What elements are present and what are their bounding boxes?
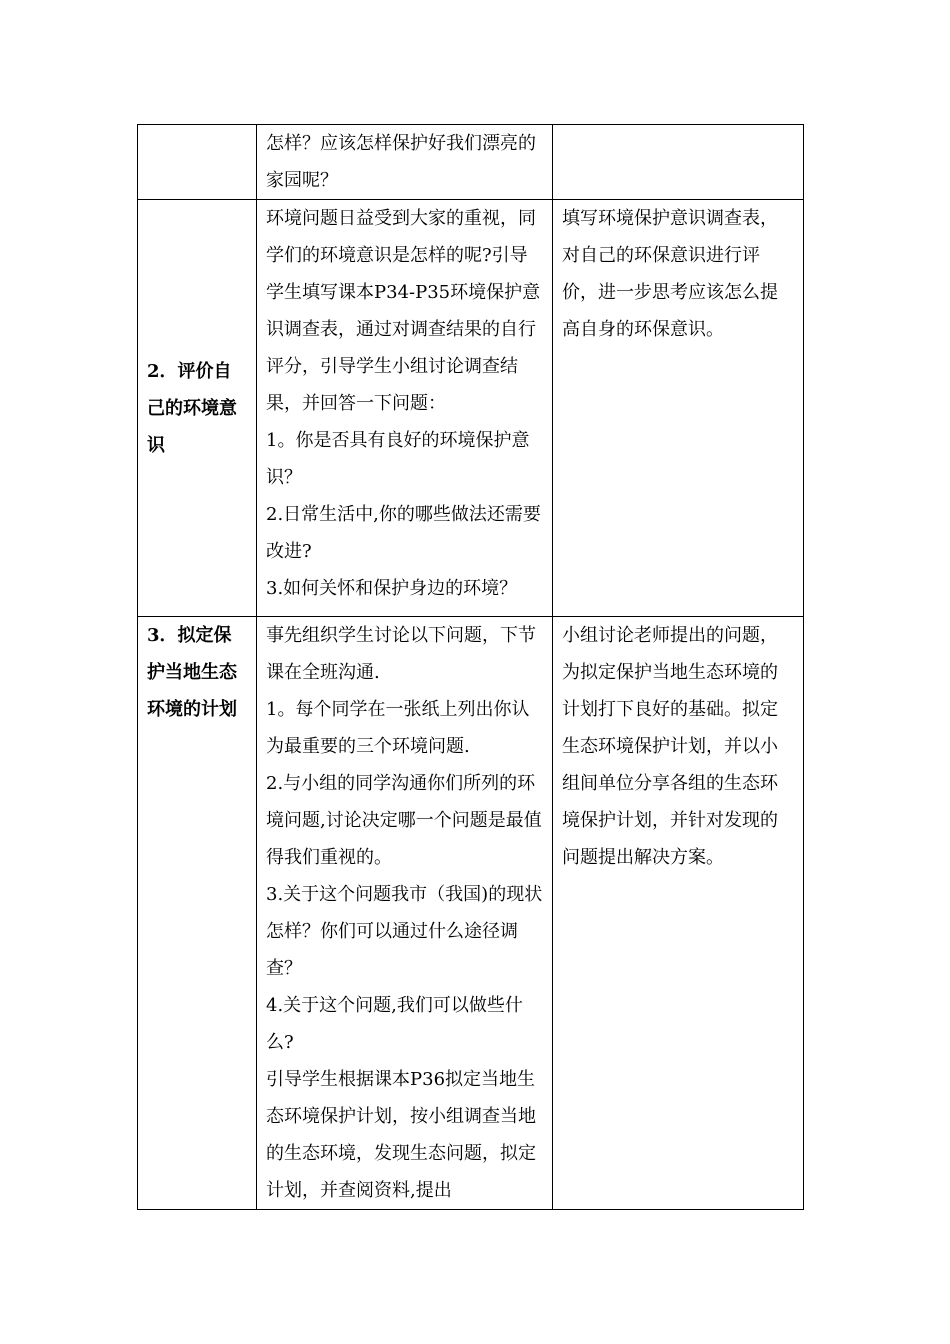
student-activity-cell	[553, 200, 804, 617]
teacher-activity-cell	[257, 200, 553, 617]
stage-cell	[138, 125, 257, 200]
teacher-question: 1。你是否具有良好的环境保护意识？	[266, 430, 530, 488]
teacher-text: 环境问题日益受到大家的重视，同学们的环境意识是怎样的呢?引导学生填写课本P34-P35环境保护意识调查表，通过对调查结果的自行评分，引导学生小组讨论调查结果，并回答一下问题：	[266, 208, 541, 414]
table-row	[138, 200, 804, 617]
teacher-activity-cell	[257, 125, 553, 200]
student-text: 填写环境保护意识调查表，对自己的环保意识进行评价，进一步思考应该怎么提高自身的环保意识。	[562, 208, 778, 340]
teacher-question: 3.关于这个问题我市（我国)的现状怎样？你们可以通过什么途径调查？	[266, 884, 543, 979]
stage-cell: 3．拟定保护当地生态环境的计划	[138, 617, 257, 1210]
teacher-question: 2.与小组的同学沟通你们所列的环境问题,讨论决定哪一个问题是最值得我们重视的。	[266, 773, 542, 868]
student-text: 小组讨论老师提出的问题，为拟定保护当地生态环境的计划打下良好的基础。拟定生态环境保护计划，并以小组间单位分享各组的生态环境保护计划，并针对发现的问题提出解决方案。	[562, 625, 778, 868]
teacher-question: 3.如何关怀和保护身边的环境？	[266, 578, 518, 599]
table-row	[138, 125, 804, 200]
lesson-plan-table	[137, 124, 804, 1210]
student-activity-cell	[553, 617, 804, 1210]
teacher-text: 怎样？应该怎样保护好我们漂亮的家园呢？	[266, 133, 536, 191]
teacher-text: 引导学生根据课本P36拟定当地生态环境保护计划，按小组调查当地的生态环境，发现生态问题，拟定计划，并查阅资料,提出	[266, 1069, 536, 1201]
stage-cell: 2．评价自己的环境意识	[138, 200, 257, 617]
teacher-text: 事先组织学生讨论以下问题，下节课在全班沟通.	[266, 625, 536, 683]
student-activity-cell	[553, 125, 804, 200]
teacher-question: 2.日常生活中,你的哪些做法还需要改进?	[266, 504, 541, 562]
teacher-question: 1。每个同学在一张纸上列出你认为最重要的三个环境问题.	[266, 699, 530, 757]
teacher-question: 4.关于这个问题,我们可以做些什么?	[266, 995, 523, 1053]
table-row	[138, 617, 804, 1210]
teacher-activity-cell	[257, 617, 553, 1210]
